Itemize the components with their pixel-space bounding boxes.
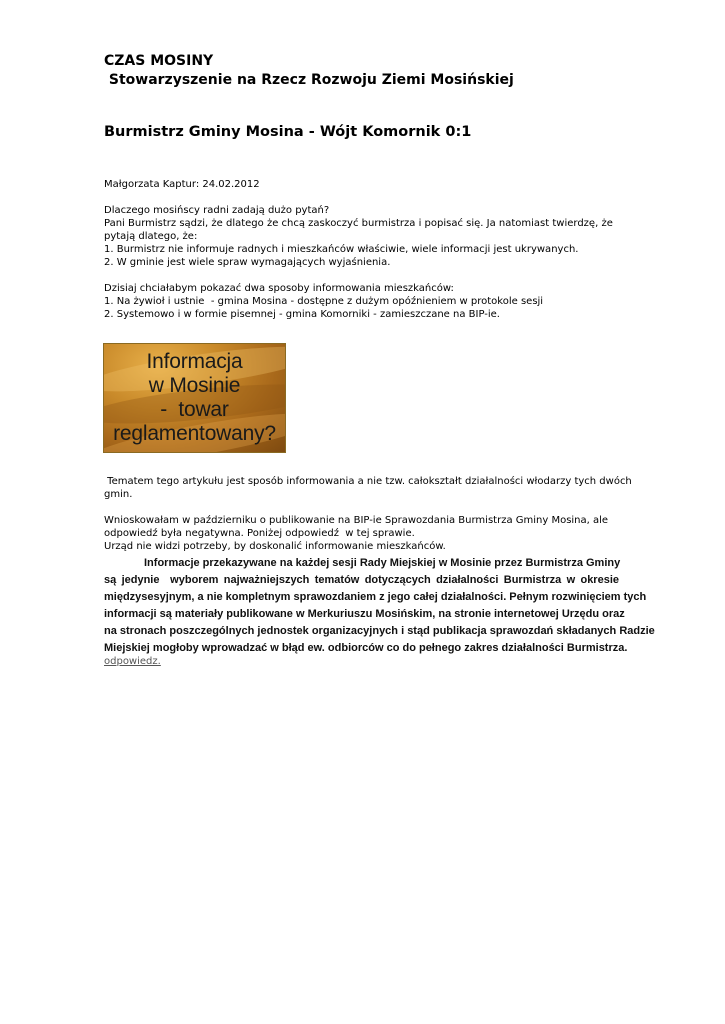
text-line: 2. W gminie jest wiele spraw wymagających wyjaśnienia. [104, 257, 391, 268]
banner-image [103, 343, 286, 453]
text-line: gmin. [104, 489, 133, 500]
banner-line: w Mosinie [148, 374, 241, 397]
scan-line: na stronach poszczególnych jednostek organizacyjnych i stąd publikacja sprawozdań składanych Radzie [104, 625, 655, 637]
text-line: Pani Burmistrz sądzi, że dlatego że chcą zaskoczyć burmistrza i popisać się. Ja natomiast twierdzę, że [104, 218, 613, 229]
text-line: 2. Systemowo i w formie pisemnej - gmina Komorniki - zamieszczane na BIP-ie. [104, 309, 500, 320]
author-date: Małgorzata Kaptur: 24.02.2012 [104, 179, 260, 190]
scan-line: są jedynie wyborem najważniejszych tematów dotyczących działalności Burmistrza w okresie [104, 574, 619, 586]
banner-line: - towar [160, 398, 229, 421]
text-line: 1. Burmistrz nie informuje radnych i mieszkańców właściwie, wiele informacji jest ukrywanych. [104, 244, 579, 255]
scan-line: Informacje przekazywane na każdej sesji Rady Miejskiej w Mosinie przez Burmistrza Gminy [144, 557, 621, 569]
text-line: pytają dlatego, że: [104, 231, 198, 242]
text-line: 1. Na żywioł i ustnie - gmina Mosina - dostępne z dużym opóźnieniem w protokole sesji [104, 296, 544, 307]
scan-line: informacji są materiały publikowane w Merkuriuszu Mosińskim, na stronie internetowej Urzędu oraz [104, 608, 625, 620]
banner-line: Informacja [146, 350, 243, 373]
topic-paragraph [104, 475, 632, 501]
text-line: Dzisiaj chciałabym pokazać dwa sposoby informowania mieszkańców: [104, 283, 454, 294]
request-paragraph [104, 514, 629, 553]
text-line: odpowiedź była negatywna. Poniżej odpowiedź w tej sprawie. [104, 528, 415, 539]
banner-line: reglamentowany? [113, 422, 276, 445]
site-title: CZAS MOSINY [104, 53, 214, 69]
text-line: Urząd nie widzi potrzeby, by doskonalić informowanie mieszkańców. [104, 541, 446, 552]
scan-line: międzysesyjnym, a nie kompletnym sprawozdaniem z jego całej działalności. Pełnym rozwinięciem tych [104, 591, 647, 603]
scan-line: Miejskiej mogłoby wprowadzać w błąd ew. odbiorców co do pełnego zakres działalności Burmistrza. [104, 642, 628, 654]
article-title: Burmistrz Gminy Mosina - Wójt Komornik 0:1 [104, 124, 472, 140]
text-line: Wnioskowałam w październiku o publikowanie na BIP-ie Sprawozdania Burmistrza Gminy Mosina, ale [104, 515, 609, 526]
text-line: Dlaczego mosińscy radni zadają dużo pytań? [104, 205, 330, 216]
banner-caption [104, 350, 285, 446]
intro-paragraph [104, 204, 629, 269]
answer-link[interactable]: odpowiedz. [104, 656, 161, 667]
scanned-response-excerpt [104, 555, 655, 657]
site-subtitle: Stowarzyszenie na Rzecz Rozwoju Ziemi Mosińskiej [104, 72, 514, 88]
text-line: Tematem tego artykułu jest sposób informowania a nie tzw. całokształt działalności włodarzy tych dwóch [104, 476, 632, 487]
methods-paragraph [104, 282, 629, 321]
